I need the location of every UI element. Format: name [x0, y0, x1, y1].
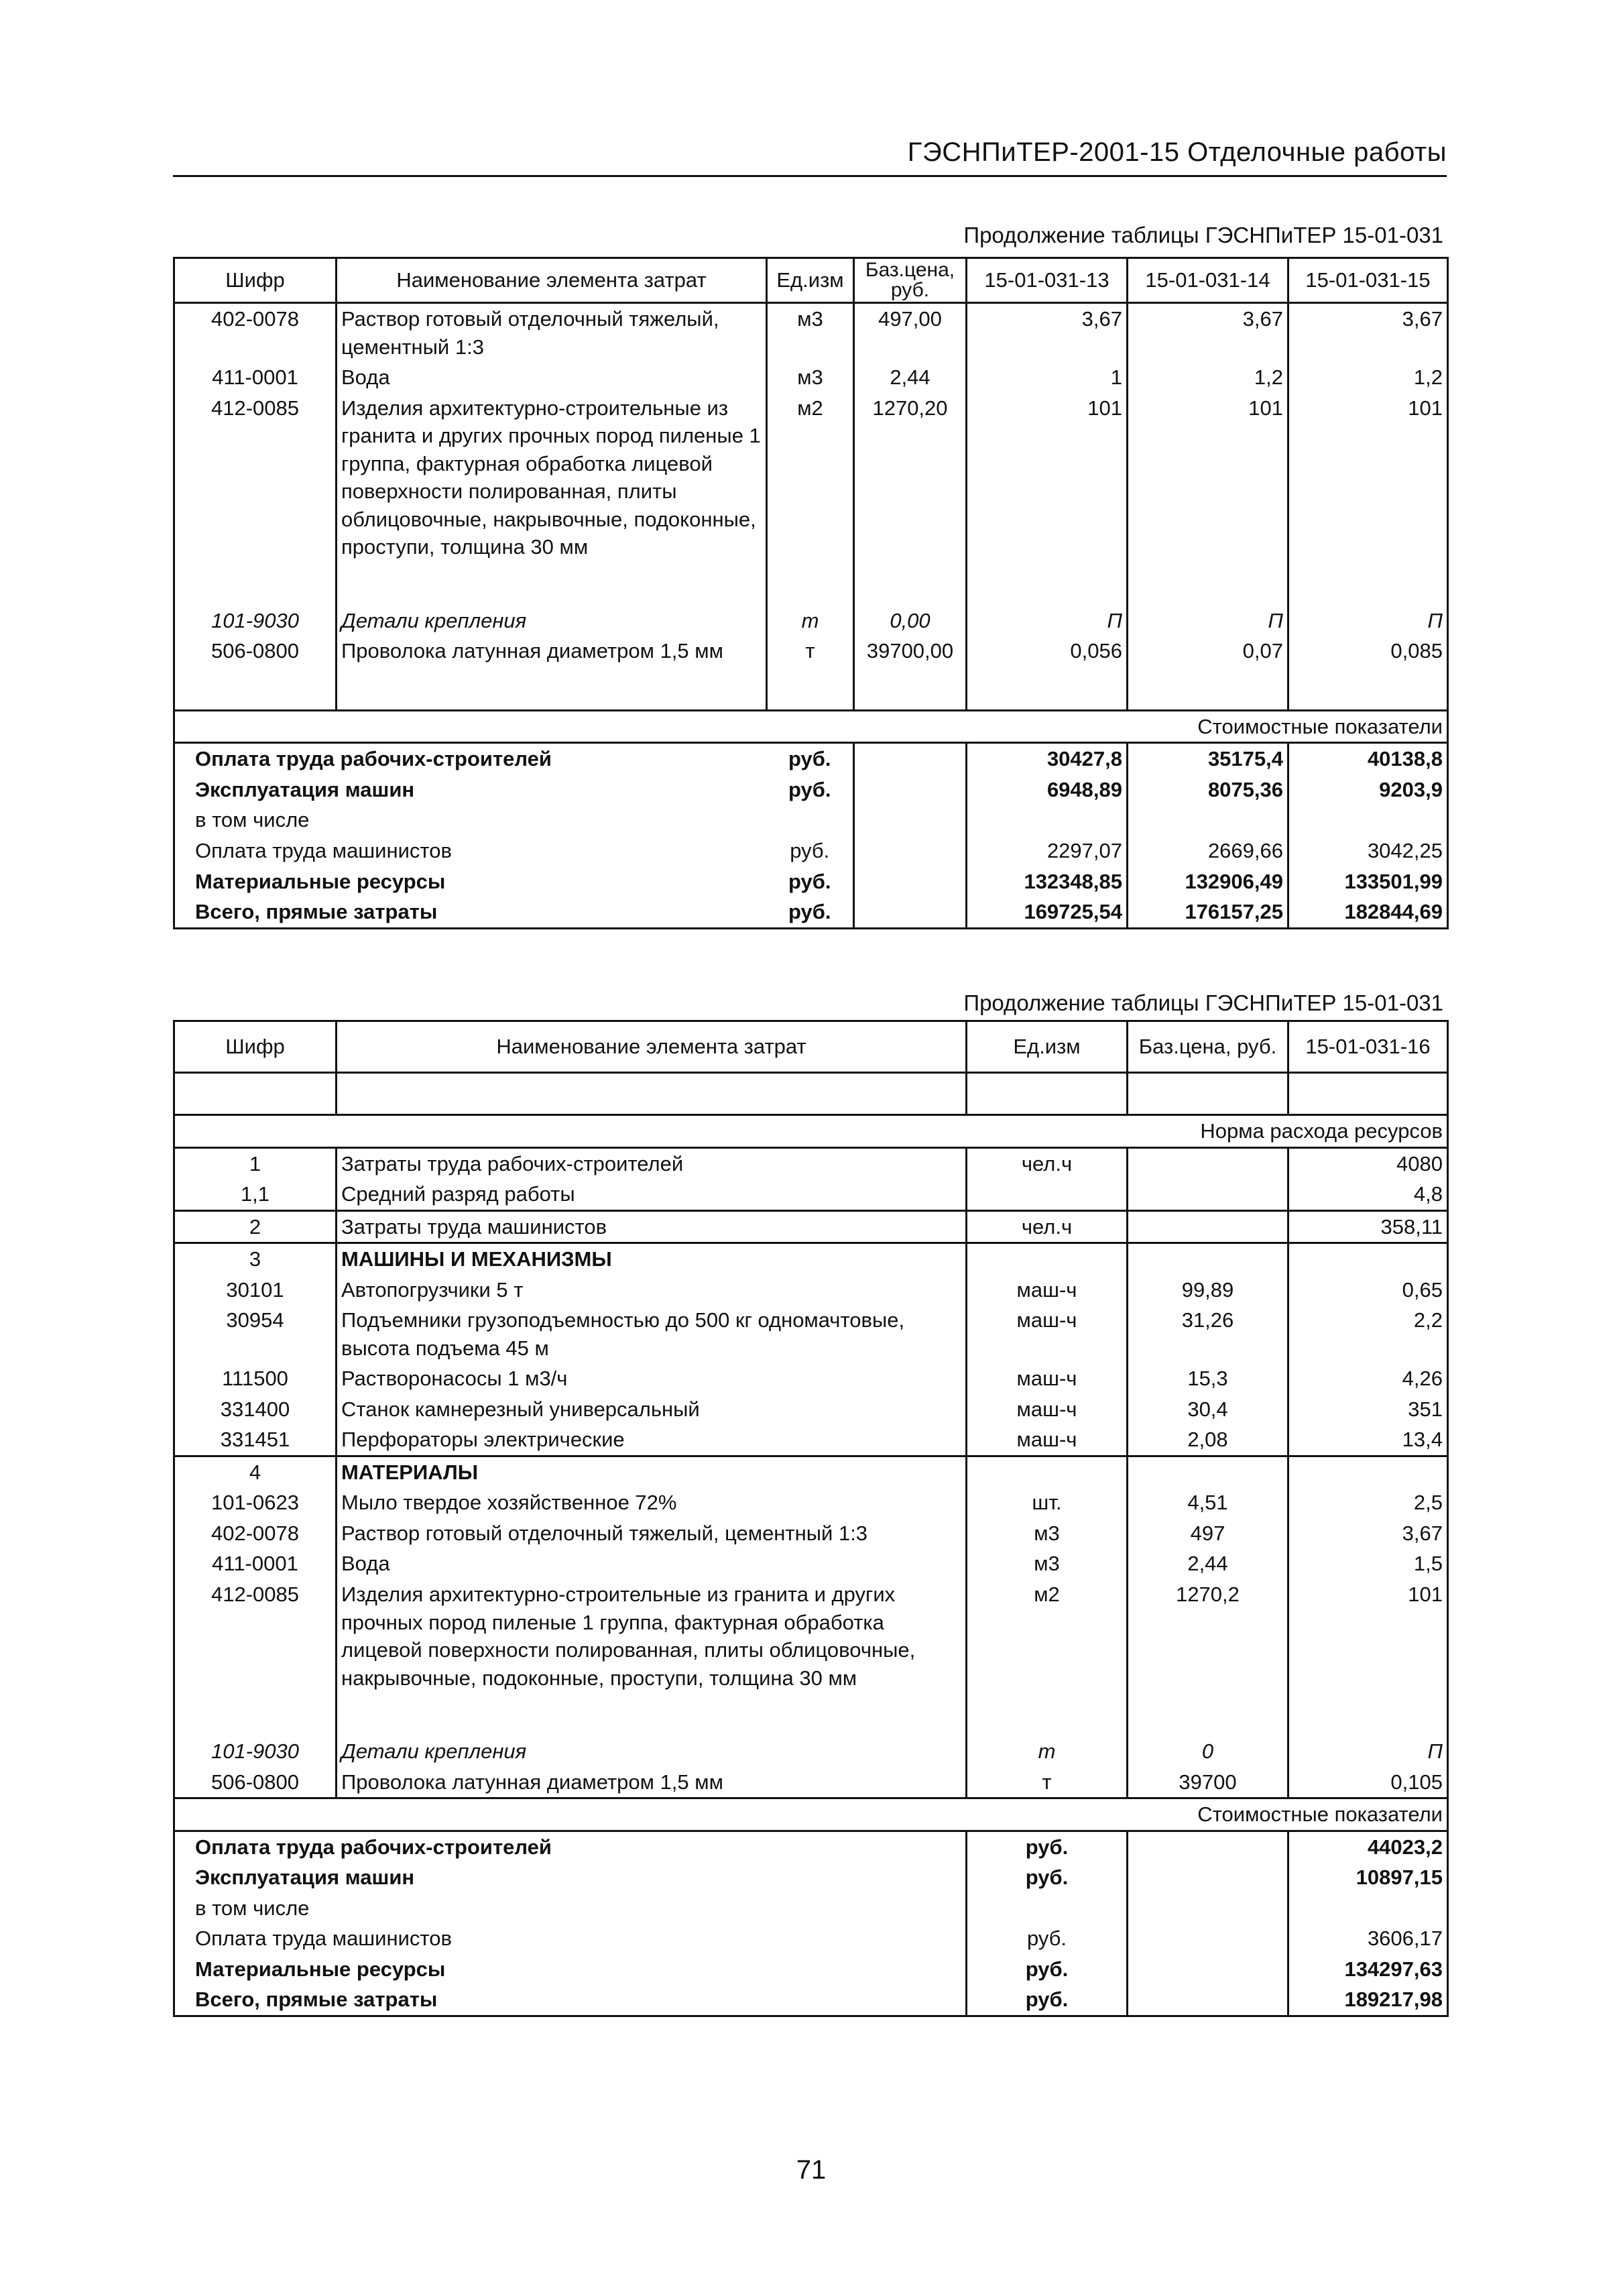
table-1-caption: Продолжение таблицы ГЭСНПиТЕР 15-01-031 — [963, 223, 1443, 247]
row-price — [1128, 1456, 1288, 1487]
cost-label: Оплата труда машинистов — [174, 1923, 967, 1954]
cost-value: 40138,8 — [1288, 743, 1448, 774]
cost-row — [174, 1984, 1448, 2016]
resource-norms-label: Норма расхода ресурсов — [174, 1115, 1448, 1148]
column-header: 15-01-031-13 — [967, 258, 1128, 303]
table-2-header-row — [174, 1021, 1448, 1073]
table-row — [174, 1579, 1448, 1693]
spacer-row — [174, 1073, 1448, 1115]
table-row — [174, 1456, 1448, 1487]
row-value: 3,67 — [1128, 303, 1288, 363]
row-code: 506-0800 — [174, 636, 337, 667]
row-value: 2,5 — [1288, 1487, 1448, 1518]
row-value: 1,2 — [1128, 362, 1288, 393]
cost-row — [174, 1893, 1448, 1924]
row-price: 39700 — [1128, 1767, 1288, 1798]
cost-row — [174, 1831, 1448, 1862]
row-value: 1,2 — [1288, 362, 1448, 393]
column-header: Ед.изм — [767, 258, 854, 303]
cost-value: 2669,66 — [1128, 836, 1288, 866]
table-row — [174, 1736, 1448, 1767]
row-unit — [967, 1243, 1128, 1275]
row-unit: маш-ч — [967, 1394, 1128, 1425]
row-name: Вода — [337, 1548, 967, 1579]
cost-row — [174, 897, 1448, 928]
table-row — [174, 1767, 1448, 1798]
row-price — [1128, 1147, 1288, 1179]
cost-indicators-label: Стоимостные показатели — [174, 710, 1448, 743]
cost-row — [174, 805, 1448, 836]
table-row — [174, 1305, 1448, 1363]
cost-label: Оплата труда рабочих-строителей — [174, 743, 767, 774]
cost-unit: руб. — [767, 836, 854, 866]
row-unit: м2 — [767, 393, 854, 563]
row-unit: маш-ч — [967, 1305, 1128, 1363]
row-value: 3,67 — [1288, 1518, 1448, 1549]
row-value — [1288, 1243, 1448, 1275]
section-subheader — [174, 1115, 1448, 1148]
row-code: 101-9030 — [174, 1736, 337, 1767]
row-price: 0 — [1128, 1736, 1288, 1767]
row-code: 111500 — [174, 1363, 337, 1394]
row-code: 1 — [174, 1147, 337, 1179]
row-value: 3,67 — [967, 303, 1128, 363]
row-value: П — [1128, 606, 1288, 636]
row-code: 412-0085 — [174, 1579, 337, 1693]
row-price: 2,08 — [1128, 1424, 1288, 1456]
row-name: Вода — [337, 362, 767, 393]
row-unit — [967, 1179, 1128, 1210]
row-unit: т — [767, 606, 854, 636]
section-subheader — [174, 710, 1448, 743]
page-header — [173, 137, 1447, 177]
table-row — [174, 362, 1448, 393]
page-number: 71 — [796, 2155, 827, 2185]
row-value: 351 — [1288, 1394, 1448, 1425]
row-code: 402-0078 — [174, 1518, 337, 1549]
row-value: П — [1288, 1736, 1448, 1767]
spacer-row — [174, 563, 1448, 606]
row-unit — [967, 1456, 1128, 1487]
row-unit: маш-ч — [967, 1424, 1128, 1456]
cost-label: Оплата труда рабочих-строителей — [174, 1831, 967, 1862]
row-price: 497 — [1128, 1518, 1288, 1549]
cost-value: 169725,54 — [967, 897, 1128, 928]
row-price — [1128, 1210, 1288, 1243]
column-header: Баз.цена, руб. — [1128, 1021, 1288, 1073]
cost-label: Всего, прямые затраты — [174, 897, 767, 928]
table-row — [174, 303, 1448, 363]
cost-row — [174, 774, 1448, 805]
row-value: 101 — [967, 393, 1128, 563]
row-name: Подъемники грузоподъемностью до 500 кг одномачтовые, высота подъема 45 м — [337, 1305, 967, 1363]
row-name: Мыло твердое хозяйственное 72% — [337, 1487, 967, 1518]
table-row — [174, 1147, 1448, 1179]
table-row — [174, 393, 1448, 563]
table-row — [174, 1487, 1448, 1518]
table-row — [174, 636, 1448, 667]
row-value: 1,5 — [1288, 1548, 1448, 1579]
row-code: 1,1 — [174, 1179, 337, 1210]
row-code: 101-9030 — [174, 606, 337, 636]
row-name: Изделия архитектурно-строительные из гранита и других прочных пород пиленые 1 группа, фактурная обработка лицевой поверхности полированная, плиты облицовочные, накрывочные, подоконные, проступи, толщина 30 мм — [337, 1579, 967, 1693]
row-unit: м2 — [967, 1579, 1128, 1693]
row-price: 99,89 — [1128, 1275, 1288, 1306]
cost-label: Эксплуатация машин — [174, 774, 767, 805]
row-price: 15,3 — [1128, 1363, 1288, 1394]
cost-value: 9203,9 — [1288, 774, 1448, 805]
row-code: 30101 — [174, 1275, 337, 1306]
row-code: 30954 — [174, 1305, 337, 1363]
row-price: 0,00 — [854, 606, 967, 636]
row-code: 412-0085 — [174, 393, 337, 563]
cost-label: Всего, прямые затраты — [174, 1984, 967, 2016]
table-row — [174, 1210, 1448, 1243]
row-value: 101 — [1128, 393, 1288, 563]
cost-value: 35175,4 — [1128, 743, 1288, 774]
row-price: 4,51 — [1128, 1487, 1288, 1518]
table-row — [174, 1243, 1448, 1275]
row-name: Детали крепления — [337, 606, 767, 636]
cost-value: 6948,89 — [967, 774, 1128, 805]
row-value: 0,085 — [1288, 636, 1448, 667]
cost-unit: руб. — [967, 1984, 1128, 2016]
row-value: 1 — [967, 362, 1128, 393]
cost-label: в том числе — [174, 805, 767, 836]
row-unit: м3 — [767, 362, 854, 393]
row-unit: маш-ч — [967, 1275, 1128, 1306]
row-unit: т — [967, 1767, 1128, 1798]
cost-unit: руб. — [967, 1862, 1128, 1893]
column-header: Наименование элемента затрат — [337, 1021, 967, 1073]
row-name: Затраты труда машинистов — [337, 1210, 967, 1243]
row-value — [1288, 1456, 1448, 1487]
row-name: Станок камнерезный универсальный — [337, 1394, 967, 1425]
cost-label: Материальные ресурсы — [174, 866, 767, 897]
row-unit: шт. — [967, 1487, 1128, 1518]
cost-indicators-label: Стоимостные показатели — [174, 1798, 1448, 1831]
row-price: 2,44 — [1128, 1548, 1288, 1579]
row-price: 497,00 — [854, 303, 967, 363]
row-price: 2,44 — [854, 362, 967, 393]
row-name: Перфораторы электрические — [337, 1424, 967, 1456]
table-2-caption: Продолжение таблицы ГЭСНПиТЕР 15-01-031 — [963, 990, 1443, 1015]
cost-label: Материальные ресурсы — [174, 1954, 967, 1985]
table-2 — [173, 1020, 1449, 2017]
table-1 — [173, 257, 1449, 929]
cost-value: 189217,98 — [1288, 1984, 1448, 2016]
row-name: Раствор готовый отделочный тяжелый, цементный 1:3 — [337, 303, 767, 363]
cost-value: 182844,69 — [1288, 897, 1448, 928]
column-header: Баз.цена, руб. — [854, 258, 967, 303]
table-row — [174, 606, 1448, 636]
row-value: 0,056 — [967, 636, 1128, 667]
row-price: 31,26 — [1128, 1305, 1288, 1363]
row-name: Детали крепления — [337, 1736, 967, 1767]
column-header: Шифр — [174, 1021, 337, 1073]
row-name: Раствор готовый отделочный тяжелый, цементный 1:3 — [337, 1518, 967, 1549]
row-value: 4,8 — [1288, 1179, 1448, 1210]
column-header: Наименование элемента затрат — [337, 258, 767, 303]
spacer-row — [174, 667, 1448, 711]
cost-value: 3042,25 — [1288, 836, 1448, 866]
row-value: 0,105 — [1288, 1767, 1448, 1798]
row-value: 0,65 — [1288, 1275, 1448, 1306]
row-code: 101-0623 — [174, 1487, 337, 1518]
row-unit: м3 — [967, 1548, 1128, 1579]
table-row — [174, 1179, 1448, 1210]
column-header: Ед.изм — [967, 1021, 1128, 1073]
row-price: 1270,20 — [854, 393, 967, 563]
section-title-materials: МАТЕРИАЛЫ — [337, 1456, 967, 1487]
column-header: Шифр — [174, 258, 337, 303]
row-value: 358,11 — [1288, 1210, 1448, 1243]
cost-value: 134297,63 — [1288, 1954, 1448, 1985]
row-code: 331400 — [174, 1394, 337, 1425]
cost-label: в том числе — [174, 1893, 967, 1924]
row-code: 4 — [174, 1456, 337, 1487]
cost-unit: руб. — [767, 743, 854, 774]
row-name: Средний разряд работы — [337, 1179, 967, 1210]
cost-unit: руб. — [967, 1923, 1128, 1954]
cost-row — [174, 1862, 1448, 1893]
cost-unit: руб. — [767, 774, 854, 805]
cost-row — [174, 866, 1448, 897]
cost-label: Оплата труда машинистов — [174, 836, 767, 866]
table-1-header-row — [174, 258, 1448, 303]
row-value: 3,67 — [1288, 303, 1448, 363]
row-code: 411-0001 — [174, 362, 337, 393]
row-code: 3 — [174, 1243, 337, 1275]
table-row — [174, 1548, 1448, 1579]
cost-value: 44023,2 — [1288, 1831, 1448, 1862]
section-title-machines: МАШИНЫ И МЕХАНИЗМЫ — [337, 1243, 967, 1275]
table-row — [174, 1424, 1448, 1456]
row-value: 101 — [1288, 1579, 1448, 1693]
row-price: 1270,2 — [1128, 1579, 1288, 1693]
row-unit: т — [767, 636, 854, 667]
cost-value: 8075,36 — [1128, 774, 1288, 805]
cost-label: Эксплуатация машин — [174, 1862, 967, 1893]
table-row — [174, 1275, 1448, 1306]
row-value: 13,4 — [1288, 1424, 1448, 1456]
row-value: П — [967, 606, 1128, 636]
cost-value: 176157,25 — [1128, 897, 1288, 928]
row-value: 4,26 — [1288, 1363, 1448, 1394]
cost-value: 10897,15 — [1288, 1862, 1448, 1893]
document-title: ГЭСНПиТЕР-2001-15 Отделочные работы — [907, 137, 1447, 167]
cost-row — [174, 1954, 1448, 1985]
row-code: 506-0800 — [174, 1767, 337, 1798]
table-row — [174, 1394, 1448, 1425]
cost-value: 132906,49 — [1128, 866, 1288, 897]
row-code: 402-0078 — [174, 303, 337, 363]
row-unit: м3 — [967, 1518, 1128, 1549]
column-header: 15-01-031-14 — [1128, 258, 1288, 303]
column-header: 15-01-031-15 — [1288, 258, 1448, 303]
row-unit: т — [967, 1736, 1128, 1767]
row-code: 411-0001 — [174, 1548, 337, 1579]
row-value: 2,2 — [1288, 1305, 1448, 1363]
row-value: 4080 — [1288, 1147, 1448, 1179]
row-value: 0,07 — [1128, 636, 1288, 667]
row-name: Проволока латунная диаметром 1,5 мм — [337, 1767, 967, 1798]
row-name: Изделия архитектурно-строительные из гранита и других прочных пород пиленые 1 группа, фактурная обработка лицевой поверхности полированная, плиты облицовочные, накрывочные, подоконные, проступи, толщина 30 мм — [337, 393, 767, 563]
row-price: 30,4 — [1128, 1394, 1288, 1425]
cost-value: 30427,8 — [967, 743, 1128, 774]
row-price: 39700,00 — [854, 636, 967, 667]
cost-row — [174, 743, 1448, 774]
spacer-row — [174, 1693, 1448, 1736]
row-value: 101 — [1288, 393, 1448, 563]
table-row — [174, 1518, 1448, 1549]
row-code: 2 — [174, 1210, 337, 1243]
cost-row — [174, 1923, 1448, 1954]
cost-row — [174, 836, 1448, 866]
row-name: Растворонасосы 1 м3/ч — [337, 1363, 967, 1394]
row-price — [1128, 1179, 1288, 1210]
row-name: Проволока латунная диаметром 1,5 мм — [337, 636, 767, 667]
cost-unit: руб. — [967, 1954, 1128, 1985]
cost-unit: руб. — [767, 897, 854, 928]
cost-unit: руб. — [967, 1831, 1128, 1862]
cost-unit: руб. — [767, 866, 854, 897]
row-unit: м3 — [767, 303, 854, 363]
cost-value: 2297,07 — [967, 836, 1128, 866]
cost-value: 133501,99 — [1288, 866, 1448, 897]
row-unit: чел.ч — [967, 1210, 1128, 1243]
row-unit: чел.ч — [967, 1147, 1128, 1179]
row-value: П — [1288, 606, 1448, 636]
row-price — [1128, 1243, 1288, 1275]
cost-value: 3606,17 — [1288, 1923, 1448, 1954]
column-header: 15-01-031-16 — [1288, 1021, 1448, 1073]
row-name: Автопогрузчики 5 т — [337, 1275, 967, 1306]
cost-value: 132348,85 — [967, 866, 1128, 897]
row-code: 331451 — [174, 1424, 337, 1456]
table-row — [174, 1363, 1448, 1394]
row-unit: маш-ч — [967, 1363, 1128, 1394]
row-name: Затраты труда рабочих-строителей — [337, 1147, 967, 1179]
section-subheader — [174, 1798, 1448, 1831]
